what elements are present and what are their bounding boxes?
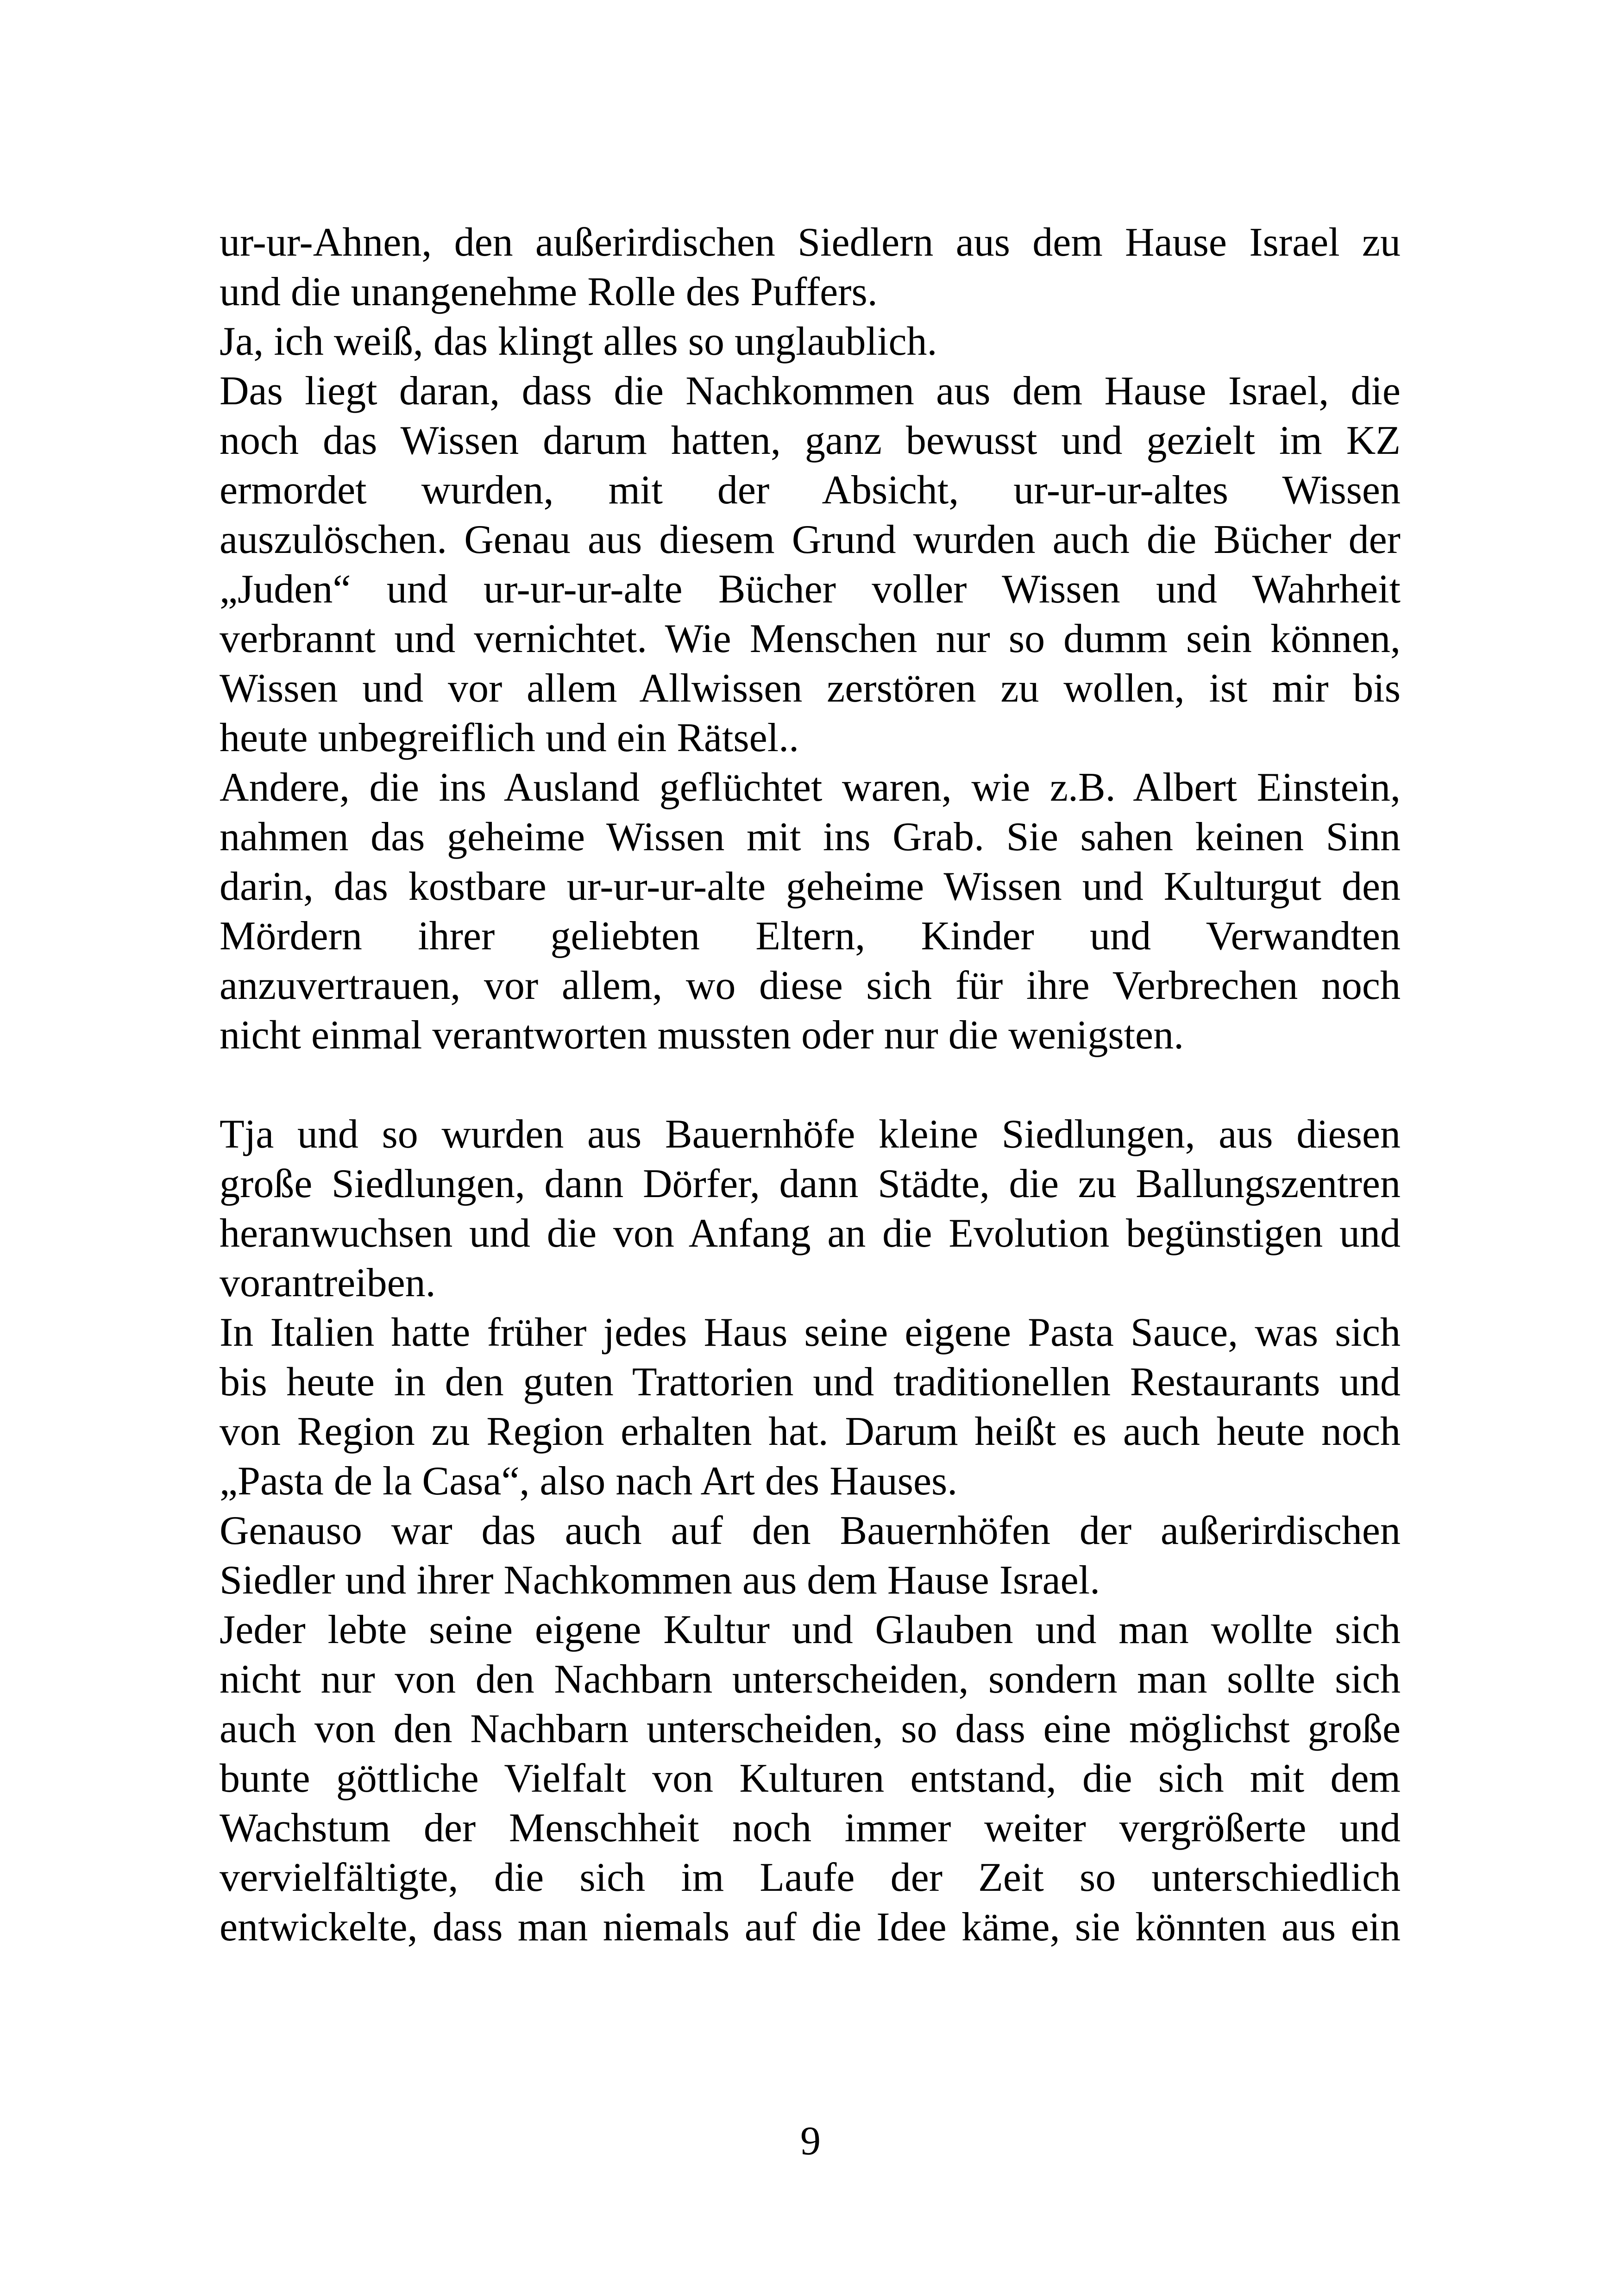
text-line: Jeder lebte seine eigene Kultur und Glauben und man wollte sich <box>220 1607 1401 1652</box>
text-line: ur-ur-Ahnen, den außerirdischen Siedlern aus dem Hause Israel zu <box>220 220 1401 265</box>
text-line: vervielfältigte, die sich im Laufe der Zeit so unterschiedlich <box>220 1855 1401 1900</box>
text-line: darin, das kostbare ur-ur-ur-alte geheime Wissen und Kulturgut den <box>220 864 1401 909</box>
text-line: Tja und so wurden aus Bauernhöfe kleine Siedlungen, aus diesen <box>220 1112 1401 1157</box>
text-line: noch das Wissen darum hatten, ganz bewusst und gezielt im KZ <box>220 418 1401 463</box>
text-line: ermordet wurden, mit der Absicht, ur-ur-ur-altes Wissen <box>220 468 1401 513</box>
text-line: „Juden“ und ur-ur-ur-alte Bücher voller Wissen und Wahrheit <box>220 567 1401 612</box>
text-line: nicht einmal verantworten mussten oder nur die wenigsten. <box>220 1013 1184 1058</box>
text-line: anzuvertrauen, vor allem, wo diese sich für ihre Verbrechen noch <box>220 963 1401 1008</box>
body-text <box>220 218 1401 1952</box>
text-line: auch von den Nachbarn unterscheiden, so dass eine möglichst große <box>220 1706 1401 1751</box>
text-line: nicht nur von den Nachbarn unterscheiden, sondern man sollte sich <box>220 1657 1401 1702</box>
text-line: entwickelte, dass man niemals auf die Idee käme, sie könnten aus ein <box>220 1905 1401 1950</box>
text-line: von Region zu Region erhalten hat. Darum heißt es auch heute noch <box>220 1409 1401 1454</box>
text-line: Siedler und ihrer Nachkommen aus dem Hause Israel. <box>220 1558 1100 1603</box>
text-line: Wissen und vor allem Allwissen zerstören zu wollen, ist mir bis <box>220 666 1401 711</box>
paragraph-spacer <box>220 1060 1401 1110</box>
text-line: Mördern ihrer geliebten Eltern, Kinder und Verwandten <box>220 914 1401 959</box>
text-line: Ja, ich weiß, das klingt alles so unglaublich. <box>220 319 937 364</box>
text-line: heranwuchsen und die von Anfang an die Evolution begünstigen und <box>220 1211 1401 1256</box>
text-line: heute unbegreiflich und ein Rätsel.. <box>220 715 799 760</box>
page-number: 9 <box>800 2119 821 2164</box>
text-line: Andere, die ins Ausland geflüchtet waren, wie z.B. Albert Einstein, <box>220 765 1401 810</box>
text-line: große Siedlungen, dann Dörfer, dann Städte, die zu Ballungszentren <box>220 1161 1401 1206</box>
text-line: nahmen das geheime Wissen mit ins Grab. Sie sahen keinen Sinn <box>220 815 1401 859</box>
text-line: bunte göttliche Vielfalt von Kulturen entstand, die sich mit dem <box>220 1756 1401 1801</box>
text-line: In Italien hatte früher jedes Haus seine eigene Pasta Sauce, was sich <box>220 1310 1401 1355</box>
text-line: Genauso war das auch auf den Bauernhöfen der außerirdischen <box>220 1508 1401 1553</box>
text-line: verbrannt und vernichtet. Wie Menschen nur so dumm sein können, <box>220 616 1401 661</box>
text-line: Das liegt daran, dass die Nachkommen aus dem Hause Israel, die <box>220 369 1401 414</box>
text-line: „Pasta de la Casa“, also nach Art des Hauses. <box>220 1459 958 1504</box>
text-line: und die unangenehme Rolle des Puffers. <box>220 270 878 314</box>
text-line: bis heute in den guten Trattorien und traditionellen Restaurants und <box>220 1360 1401 1405</box>
text-line: auszulöschen. Genau aus diesem Grund wurden auch die Bücher der <box>220 517 1401 562</box>
text-line: Wachstum der Menschheit noch immer weiter vergrößerte und <box>220 1806 1401 1851</box>
text-line: vorantreiben. <box>220 1261 436 1305</box>
